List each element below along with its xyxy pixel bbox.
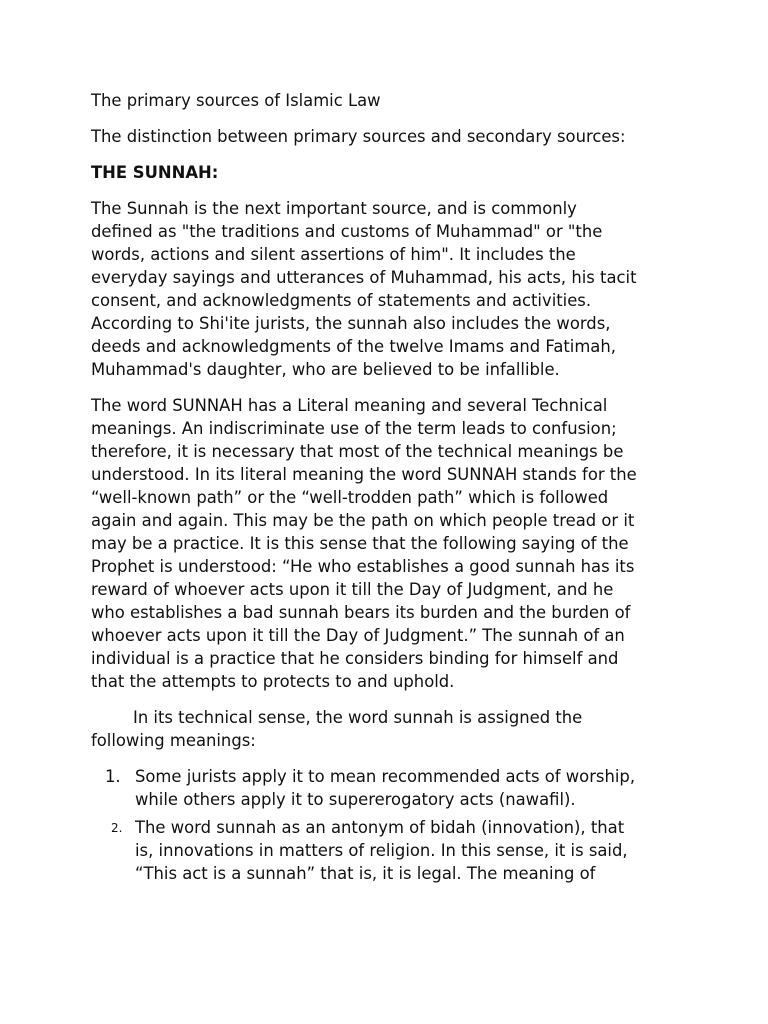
- text-line: Some jurists apply it to mean recommended acts of worship,: [135, 767, 636, 786]
- text-line: “well-known path” or the “well-trodden path” which is followed: [91, 488, 609, 507]
- text-line: following meanings:: [91, 731, 256, 750]
- text-line: In its technical sense, the word sunnah is assigned the: [133, 708, 583, 727]
- text-line: words, actions and silent assertions of him". It includes the: [91, 245, 576, 264]
- list-number: 2.: [111, 821, 123, 835]
- text-line: According to Shi'ite jurists, the sunnah also includes the words,: [91, 314, 611, 333]
- text-line: reward of whoever acts upon it till the Day of Judgment, and he: [91, 580, 614, 599]
- text-line: whoever acts upon it till the Day of Judgment.” The sunnah of an: [91, 626, 625, 645]
- document-title: The primary sources of Islamic Law: [91, 91, 381, 110]
- list-number: 1.: [105, 767, 121, 786]
- list-item: [91, 816, 691, 885]
- text-line: defined as "the traditions and customs of Muhammad" or "the: [91, 222, 603, 241]
- meanings-list: [91, 765, 691, 885]
- text-line: everyday sayings and utterances of Muhammad, his acts, his tacit: [91, 268, 637, 287]
- text-line: consent, and acknowledgments of statements and activities.: [91, 291, 592, 310]
- text-line: The word sunnah as an antonym of bidah (innovation), that: [135, 818, 625, 837]
- text-line: individual is a practice that he considers binding for himself and: [91, 649, 619, 668]
- text-line: therefore, it is necessary that most of the technical meanings be: [91, 442, 624, 461]
- document-subtitle: The distinction between primary sources and secondary sources:: [91, 127, 626, 146]
- section-heading: THE SUNNAH:: [91, 163, 219, 182]
- text-line: meanings. An indiscriminate use of the term leads to confusion;: [91, 419, 617, 438]
- text-line: deeds and acknowledgments of the twelve Imams and Fatimah,: [91, 337, 616, 356]
- document-body: [91, 89, 691, 890]
- text-line: “This act is a sunnah” that is, it is legal. The meaning of: [135, 864, 596, 883]
- text-line: while others apply it to supererogatory acts (nawafil).: [135, 790, 576, 809]
- paragraph-literal-meaning: [91, 394, 691, 693]
- text-line: The word SUNNAH has a Literal meaning and several Technical: [91, 396, 608, 415]
- paragraph-definition: [91, 197, 691, 381]
- text-line: that the attempts to protects to and uphold.: [91, 672, 455, 691]
- text-line: is, innovations in matters of religion. In this sense, it is said,: [135, 841, 628, 860]
- list-item: [91, 765, 691, 811]
- text-line: may be a practice. It is this sense that the following saying of the: [91, 534, 629, 553]
- text-line: Muhammad's daughter, who are believed to be infallible.: [91, 360, 560, 379]
- text-line: The Sunnah is the next important source, and is commonly: [91, 199, 577, 218]
- text-line: again and again. This may be the path on which people tread or it: [91, 511, 635, 530]
- paragraph-technical-sense: [91, 706, 691, 752]
- text-line: Prophet is understood: “He who establishes a good sunnah has its: [91, 557, 635, 576]
- text-line: understood. In its literal meaning the word SUNNAH stands for the: [91, 465, 637, 484]
- text-line: who establishes a bad sunnah bears its burden and the burden of: [91, 603, 631, 622]
